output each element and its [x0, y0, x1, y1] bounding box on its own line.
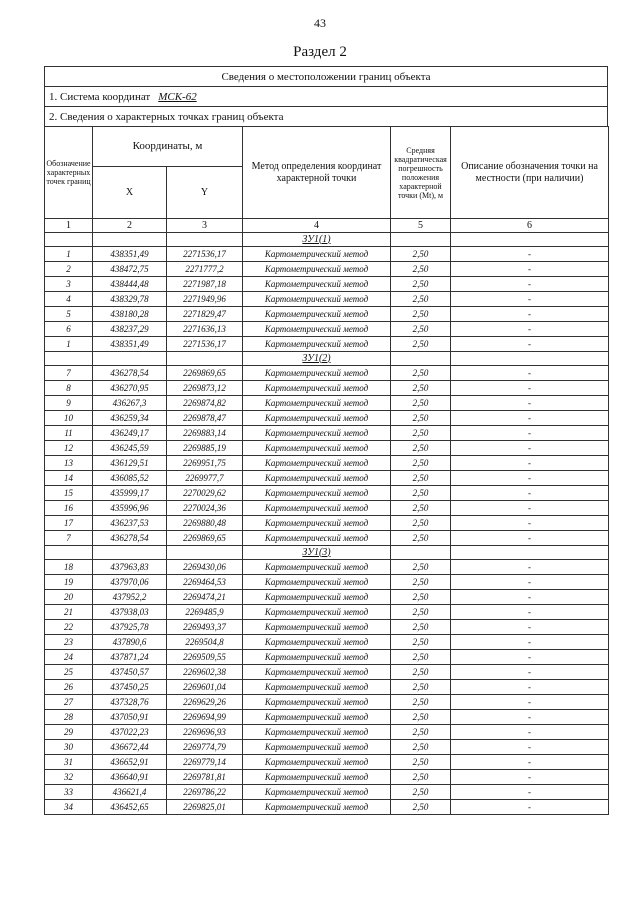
y-coordinate: 2269430,06 — [167, 560, 243, 575]
method-cell: Картометрический метод — [243, 560, 391, 575]
x-coordinate: 438180,28 — [93, 307, 167, 322]
column-index: 6 — [451, 219, 609, 233]
description-cell: - — [451, 650, 609, 665]
table-row — [45, 740, 609, 755]
point-number: 30 — [45, 740, 93, 755]
table-row — [45, 710, 609, 725]
table-row — [45, 770, 609, 785]
point-number: 15 — [45, 486, 93, 501]
description-cell: - — [451, 471, 609, 486]
header-coordinates: Координаты, м — [93, 127, 243, 167]
table-row — [45, 471, 609, 486]
group-row — [45, 352, 609, 366]
group-spacer — [451, 233, 609, 247]
error-cell: 2,50 — [391, 755, 451, 770]
x-coordinate: 436278,54 — [93, 531, 167, 546]
table-row — [45, 486, 609, 501]
x-coordinate: 436640,91 — [93, 770, 167, 785]
point-number: 21 — [45, 605, 93, 620]
description-cell: - — [451, 247, 609, 262]
point-number: 23 — [45, 635, 93, 650]
point-number: 11 — [45, 426, 93, 441]
error-cell: 2,50 — [391, 366, 451, 381]
y-coordinate: 2269786,22 — [167, 785, 243, 800]
table-row — [45, 680, 609, 695]
description-cell: - — [451, 800, 609, 815]
x-coordinate: 437925,78 — [93, 620, 167, 635]
x-coordinate: 438472,75 — [93, 262, 167, 277]
description-cell: - — [451, 396, 609, 411]
description-cell: - — [451, 560, 609, 575]
method-cell: Картометрический метод — [243, 800, 391, 815]
x-coordinate: 436672,44 — [93, 740, 167, 755]
method-cell: Картометрический метод — [243, 411, 391, 426]
x-coordinate: 437328,76 — [93, 695, 167, 710]
column-index: 1 — [45, 219, 93, 233]
error-cell: 2,50 — [391, 560, 451, 575]
y-coordinate: 2271829,47 — [167, 307, 243, 322]
error-cell: 2,50 — [391, 471, 451, 486]
point-number: 19 — [45, 575, 93, 590]
method-cell: Картометрический метод — [243, 426, 391, 441]
description-cell: - — [451, 695, 609, 710]
y-coordinate: 2269509,55 — [167, 650, 243, 665]
y-coordinate: 2271536,17 — [167, 337, 243, 352]
method-cell: Картометрический метод — [243, 785, 391, 800]
group-row — [45, 546, 609, 560]
x-coordinate: 438329,78 — [93, 292, 167, 307]
table-row — [45, 456, 609, 471]
table-row — [45, 411, 609, 426]
group-spacer — [451, 352, 609, 366]
group-spacer — [391, 352, 451, 366]
table-row — [45, 247, 609, 262]
error-cell: 2,50 — [391, 710, 451, 725]
error-cell: 2,50 — [391, 650, 451, 665]
header-method: Метод определения координат характерной точки — [243, 127, 391, 219]
table-row — [45, 695, 609, 710]
column-index-row — [45, 219, 609, 233]
table-title: Сведения о местоположении границ объекта — [44, 66, 608, 86]
table-row — [45, 262, 609, 277]
description-cell: - — [451, 292, 609, 307]
x-coordinate: 438351,49 — [93, 247, 167, 262]
x-coordinate: 436452,65 — [93, 800, 167, 815]
y-coordinate: 2269885,19 — [167, 441, 243, 456]
header-description: Описание обозначения точки на местности (при наличии) — [451, 127, 609, 219]
y-coordinate: 2269874,82 — [167, 396, 243, 411]
table-row — [45, 531, 609, 546]
description-cell: - — [451, 770, 609, 785]
description-cell: - — [451, 322, 609, 337]
description-cell: - — [451, 262, 609, 277]
table-row — [45, 381, 609, 396]
point-number: 17 — [45, 516, 93, 531]
point-number: 1 — [45, 337, 93, 352]
point-number: 16 — [45, 501, 93, 516]
point-number: 34 — [45, 800, 93, 815]
point-number: 24 — [45, 650, 93, 665]
x-coordinate: 437890,6 — [93, 635, 167, 650]
point-number: 22 — [45, 620, 93, 635]
error-cell: 2,50 — [391, 531, 451, 546]
error-cell: 2,50 — [391, 381, 451, 396]
description-cell: - — [451, 501, 609, 516]
point-number: 13 — [45, 456, 93, 471]
method-cell: Картометрический метод — [243, 337, 391, 352]
point-number: 4 — [45, 292, 93, 307]
coord-system-label: 1. Система координат — [49, 91, 151, 103]
point-number: 14 — [45, 471, 93, 486]
method-cell: Картометрический метод — [243, 262, 391, 277]
column-index: 3 — [167, 219, 243, 233]
table-row — [45, 337, 609, 352]
group-spacer — [451, 546, 609, 560]
table-row — [45, 800, 609, 815]
error-cell: 2,50 — [391, 307, 451, 322]
point-number: 29 — [45, 725, 93, 740]
x-coordinate: 436270,95 — [93, 381, 167, 396]
description-cell: - — [451, 381, 609, 396]
method-cell: Картометрический метод — [243, 277, 391, 292]
table-row — [45, 516, 609, 531]
description-cell: - — [451, 486, 609, 501]
y-coordinate: 2269869,65 — [167, 531, 243, 546]
x-coordinate: 437963,83 — [93, 560, 167, 575]
table-row — [45, 322, 609, 337]
y-coordinate: 2269880,48 — [167, 516, 243, 531]
description-cell: - — [451, 725, 609, 740]
y-coordinate: 2269873,12 — [167, 381, 243, 396]
y-coordinate: 2269474,21 — [167, 590, 243, 605]
y-coordinate: 2269774,79 — [167, 740, 243, 755]
error-cell: 2,50 — [391, 785, 451, 800]
error-cell: 2,50 — [391, 770, 451, 785]
y-coordinate: 2269694,99 — [167, 710, 243, 725]
x-coordinate: 435999,17 — [93, 486, 167, 501]
group-row — [45, 233, 609, 247]
x-coordinate: 436085,52 — [93, 471, 167, 486]
group-spacer — [45, 352, 93, 366]
y-coordinate: 2269781,81 — [167, 770, 243, 785]
point-number: 7 — [45, 366, 93, 381]
description-cell: - — [451, 456, 609, 471]
point-number: 3 — [45, 277, 93, 292]
x-coordinate: 437970,06 — [93, 575, 167, 590]
method-cell: Картометрический метод — [243, 441, 391, 456]
y-coordinate: 2271987,18 — [167, 277, 243, 292]
point-number: 32 — [45, 770, 93, 785]
x-coordinate: 437871,24 — [93, 650, 167, 665]
header-error: Средняя квадратическая погрешность положения характерной точки (Mt), м — [391, 127, 451, 219]
error-cell: 2,50 — [391, 292, 451, 307]
method-cell: Картометрический метод — [243, 710, 391, 725]
group-spacer — [167, 233, 243, 247]
y-coordinate: 2269629,26 — [167, 695, 243, 710]
x-coordinate: 436259,34 — [93, 411, 167, 426]
error-cell: 2,50 — [391, 322, 451, 337]
method-cell: Картометрический метод — [243, 322, 391, 337]
y-coordinate: 2269601,04 — [167, 680, 243, 695]
error-cell: 2,50 — [391, 620, 451, 635]
method-cell: Картометрический метод — [243, 516, 391, 531]
column-index: 5 — [391, 219, 451, 233]
method-cell: Картометрический метод — [243, 292, 391, 307]
x-coordinate: 437450,57 — [93, 665, 167, 680]
group-spacer — [45, 233, 93, 247]
method-cell: Картометрический метод — [243, 605, 391, 620]
error-cell: 2,50 — [391, 486, 451, 501]
y-coordinate: 2271636,13 — [167, 322, 243, 337]
x-coordinate: 437952,2 — [93, 590, 167, 605]
error-cell: 2,50 — [391, 800, 451, 815]
y-coordinate: 2271536,17 — [167, 247, 243, 262]
error-cell: 2,50 — [391, 426, 451, 441]
y-coordinate: 2269878,47 — [167, 411, 243, 426]
x-coordinate: 436249,17 — [93, 426, 167, 441]
method-cell: Картометрический метод — [243, 740, 391, 755]
description-cell: - — [451, 665, 609, 680]
error-cell: 2,50 — [391, 725, 451, 740]
table-row — [45, 635, 609, 650]
y-coordinate: 2269825,01 — [167, 800, 243, 815]
error-cell: 2,50 — [391, 501, 451, 516]
header-x: X — [93, 167, 167, 219]
method-cell: Картометрический метод — [243, 486, 391, 501]
table-row — [45, 605, 609, 620]
error-cell: 2,50 — [391, 247, 451, 262]
x-coordinate: 437450,25 — [93, 680, 167, 695]
description-cell: - — [451, 785, 609, 800]
y-coordinate: 2269602,38 — [167, 665, 243, 680]
point-number: 20 — [45, 590, 93, 605]
point-number: 5 — [45, 307, 93, 322]
section-title: Раздел 2 — [293, 44, 347, 60]
method-cell: Картометрический метод — [243, 456, 391, 471]
y-coordinate: 2271777,2 — [167, 262, 243, 277]
description-cell: - — [451, 426, 609, 441]
y-coordinate: 2269504,8 — [167, 635, 243, 650]
x-coordinate: 436245,59 — [93, 441, 167, 456]
x-coordinate: 436237,53 — [93, 516, 167, 531]
point-number: 7 — [45, 531, 93, 546]
table-row — [45, 575, 609, 590]
method-cell: Картометрический метод — [243, 501, 391, 516]
error-cell: 2,50 — [391, 695, 451, 710]
group-spacer — [93, 233, 167, 247]
group-name: ЗУ1(2) — [243, 352, 391, 366]
y-coordinate: 2270024,36 — [167, 501, 243, 516]
table-row — [45, 650, 609, 665]
point-number: 8 — [45, 381, 93, 396]
y-coordinate: 2270029,62 — [167, 486, 243, 501]
point-number: 25 — [45, 665, 93, 680]
point-number: 12 — [45, 441, 93, 456]
method-cell: Картометрический метод — [243, 575, 391, 590]
y-coordinate: 2269696,93 — [167, 725, 243, 740]
y-coordinate: 2271949,96 — [167, 292, 243, 307]
description-cell: - — [451, 366, 609, 381]
description-cell: - — [451, 740, 609, 755]
error-cell: 2,50 — [391, 665, 451, 680]
x-coordinate: 438444,48 — [93, 277, 167, 292]
x-coordinate: 436267,3 — [93, 396, 167, 411]
method-cell: Картометрический метод — [243, 755, 391, 770]
method-cell: Картометрический метод — [243, 307, 391, 322]
y-coordinate: 2269883,14 — [167, 426, 243, 441]
group-name: ЗУ1(3) — [243, 546, 391, 560]
point-number: 27 — [45, 695, 93, 710]
point-number: 2 — [45, 262, 93, 277]
x-coordinate: 438237,29 — [93, 322, 167, 337]
method-cell: Картометрический метод — [243, 590, 391, 605]
method-cell: Картометрический метод — [243, 680, 391, 695]
point-number: 9 — [45, 396, 93, 411]
error-cell: 2,50 — [391, 337, 451, 352]
y-coordinate: 2269779,14 — [167, 755, 243, 770]
x-coordinate: 437938,03 — [93, 605, 167, 620]
group-spacer — [93, 352, 167, 366]
header-point-id: Обозначение характерных точек границ — [45, 127, 93, 219]
error-cell: 2,50 — [391, 456, 451, 471]
method-cell: Картометрический метод — [243, 366, 391, 381]
error-cell: 2,50 — [391, 590, 451, 605]
error-cell: 2,50 — [391, 516, 451, 531]
table-row — [45, 785, 609, 800]
table-row — [45, 307, 609, 322]
description-cell: - — [451, 277, 609, 292]
point-number: 33 — [45, 785, 93, 800]
error-cell: 2,50 — [391, 575, 451, 590]
point-number: 18 — [45, 560, 93, 575]
table-row — [45, 755, 609, 770]
method-cell: Картометрический метод — [243, 695, 391, 710]
description-cell: - — [451, 680, 609, 695]
x-coordinate: 436129,51 — [93, 456, 167, 471]
table-row — [45, 426, 609, 441]
coord-system-value: МСК-62 — [158, 91, 197, 103]
table-row — [45, 560, 609, 575]
x-coordinate: 437022,23 — [93, 725, 167, 740]
column-index: 2 — [93, 219, 167, 233]
description-cell: - — [451, 307, 609, 322]
points-table — [44, 126, 609, 815]
error-cell: 2,50 — [391, 441, 451, 456]
group-name: ЗУ1(1) — [243, 233, 391, 247]
description-cell: - — [451, 605, 609, 620]
point-number: 31 — [45, 755, 93, 770]
table-row — [45, 590, 609, 605]
x-coordinate: 436621,4 — [93, 785, 167, 800]
page-number: 43 — [314, 16, 326, 30]
y-coordinate: 2269951,75 — [167, 456, 243, 471]
point-number: 26 — [45, 680, 93, 695]
error-cell: 2,50 — [391, 411, 451, 426]
description-cell: - — [451, 710, 609, 725]
table-row — [45, 366, 609, 381]
method-cell: Картометрический метод — [243, 665, 391, 680]
description-cell: - — [451, 755, 609, 770]
error-cell: 2,50 — [391, 635, 451, 650]
table-row — [45, 441, 609, 456]
point-number: 1 — [45, 247, 93, 262]
method-cell: Картометрический метод — [243, 531, 391, 546]
y-coordinate: 2269977,7 — [167, 471, 243, 486]
table-row — [45, 665, 609, 680]
x-coordinate: 436278,54 — [93, 366, 167, 381]
error-cell: 2,50 — [391, 605, 451, 620]
description-cell: - — [451, 531, 609, 546]
column-index: 4 — [243, 219, 391, 233]
points-section-label: 2. Сведения о характерных точках границ объекта — [44, 106, 608, 126]
method-cell: Картометрический метод — [243, 650, 391, 665]
point-number: 6 — [45, 322, 93, 337]
table-row — [45, 501, 609, 516]
description-cell: - — [451, 441, 609, 456]
group-spacer — [391, 546, 451, 560]
error-cell: 2,50 — [391, 740, 451, 755]
x-coordinate: 436652,91 — [93, 755, 167, 770]
point-number: 28 — [45, 710, 93, 725]
y-coordinate: 2269493,37 — [167, 620, 243, 635]
x-coordinate: 438351,49 — [93, 337, 167, 352]
description-cell: - — [451, 635, 609, 650]
group-spacer — [167, 352, 243, 366]
x-coordinate: 435996,96 — [93, 501, 167, 516]
point-number: 10 — [45, 411, 93, 426]
method-cell: Картометрический метод — [243, 471, 391, 486]
error-cell: 2,50 — [391, 262, 451, 277]
description-cell: - — [451, 575, 609, 590]
method-cell: Картометрический метод — [243, 725, 391, 740]
method-cell: Картометрический метод — [243, 381, 391, 396]
description-cell: - — [451, 620, 609, 635]
table-row — [45, 277, 609, 292]
error-cell: 2,50 — [391, 396, 451, 411]
method-cell: Картометрический метод — [243, 396, 391, 411]
table-row — [45, 396, 609, 411]
method-cell: Картометрический метод — [243, 635, 391, 650]
description-cell: - — [451, 590, 609, 605]
group-spacer — [391, 233, 451, 247]
description-cell: - — [451, 516, 609, 531]
group-spacer — [167, 546, 243, 560]
y-coordinate: 2269464,53 — [167, 575, 243, 590]
group-spacer — [93, 546, 167, 560]
error-cell: 2,50 — [391, 680, 451, 695]
table-row — [45, 620, 609, 635]
description-cell: - — [451, 337, 609, 352]
table-row — [45, 292, 609, 307]
y-coordinate: 2269485,9 — [167, 605, 243, 620]
method-cell: Картометрический метод — [243, 620, 391, 635]
header-y: Y — [167, 167, 243, 219]
boundary-table-block — [44, 66, 608, 815]
table-row — [45, 725, 609, 740]
x-coordinate: 437050,91 — [93, 710, 167, 725]
group-spacer — [45, 546, 93, 560]
method-cell: Картометрический метод — [243, 770, 391, 785]
y-coordinate: 2269869,65 — [167, 366, 243, 381]
method-cell: Картометрический метод — [243, 247, 391, 262]
description-cell: - — [451, 411, 609, 426]
coord-system-line — [44, 86, 608, 106]
error-cell: 2,50 — [391, 277, 451, 292]
